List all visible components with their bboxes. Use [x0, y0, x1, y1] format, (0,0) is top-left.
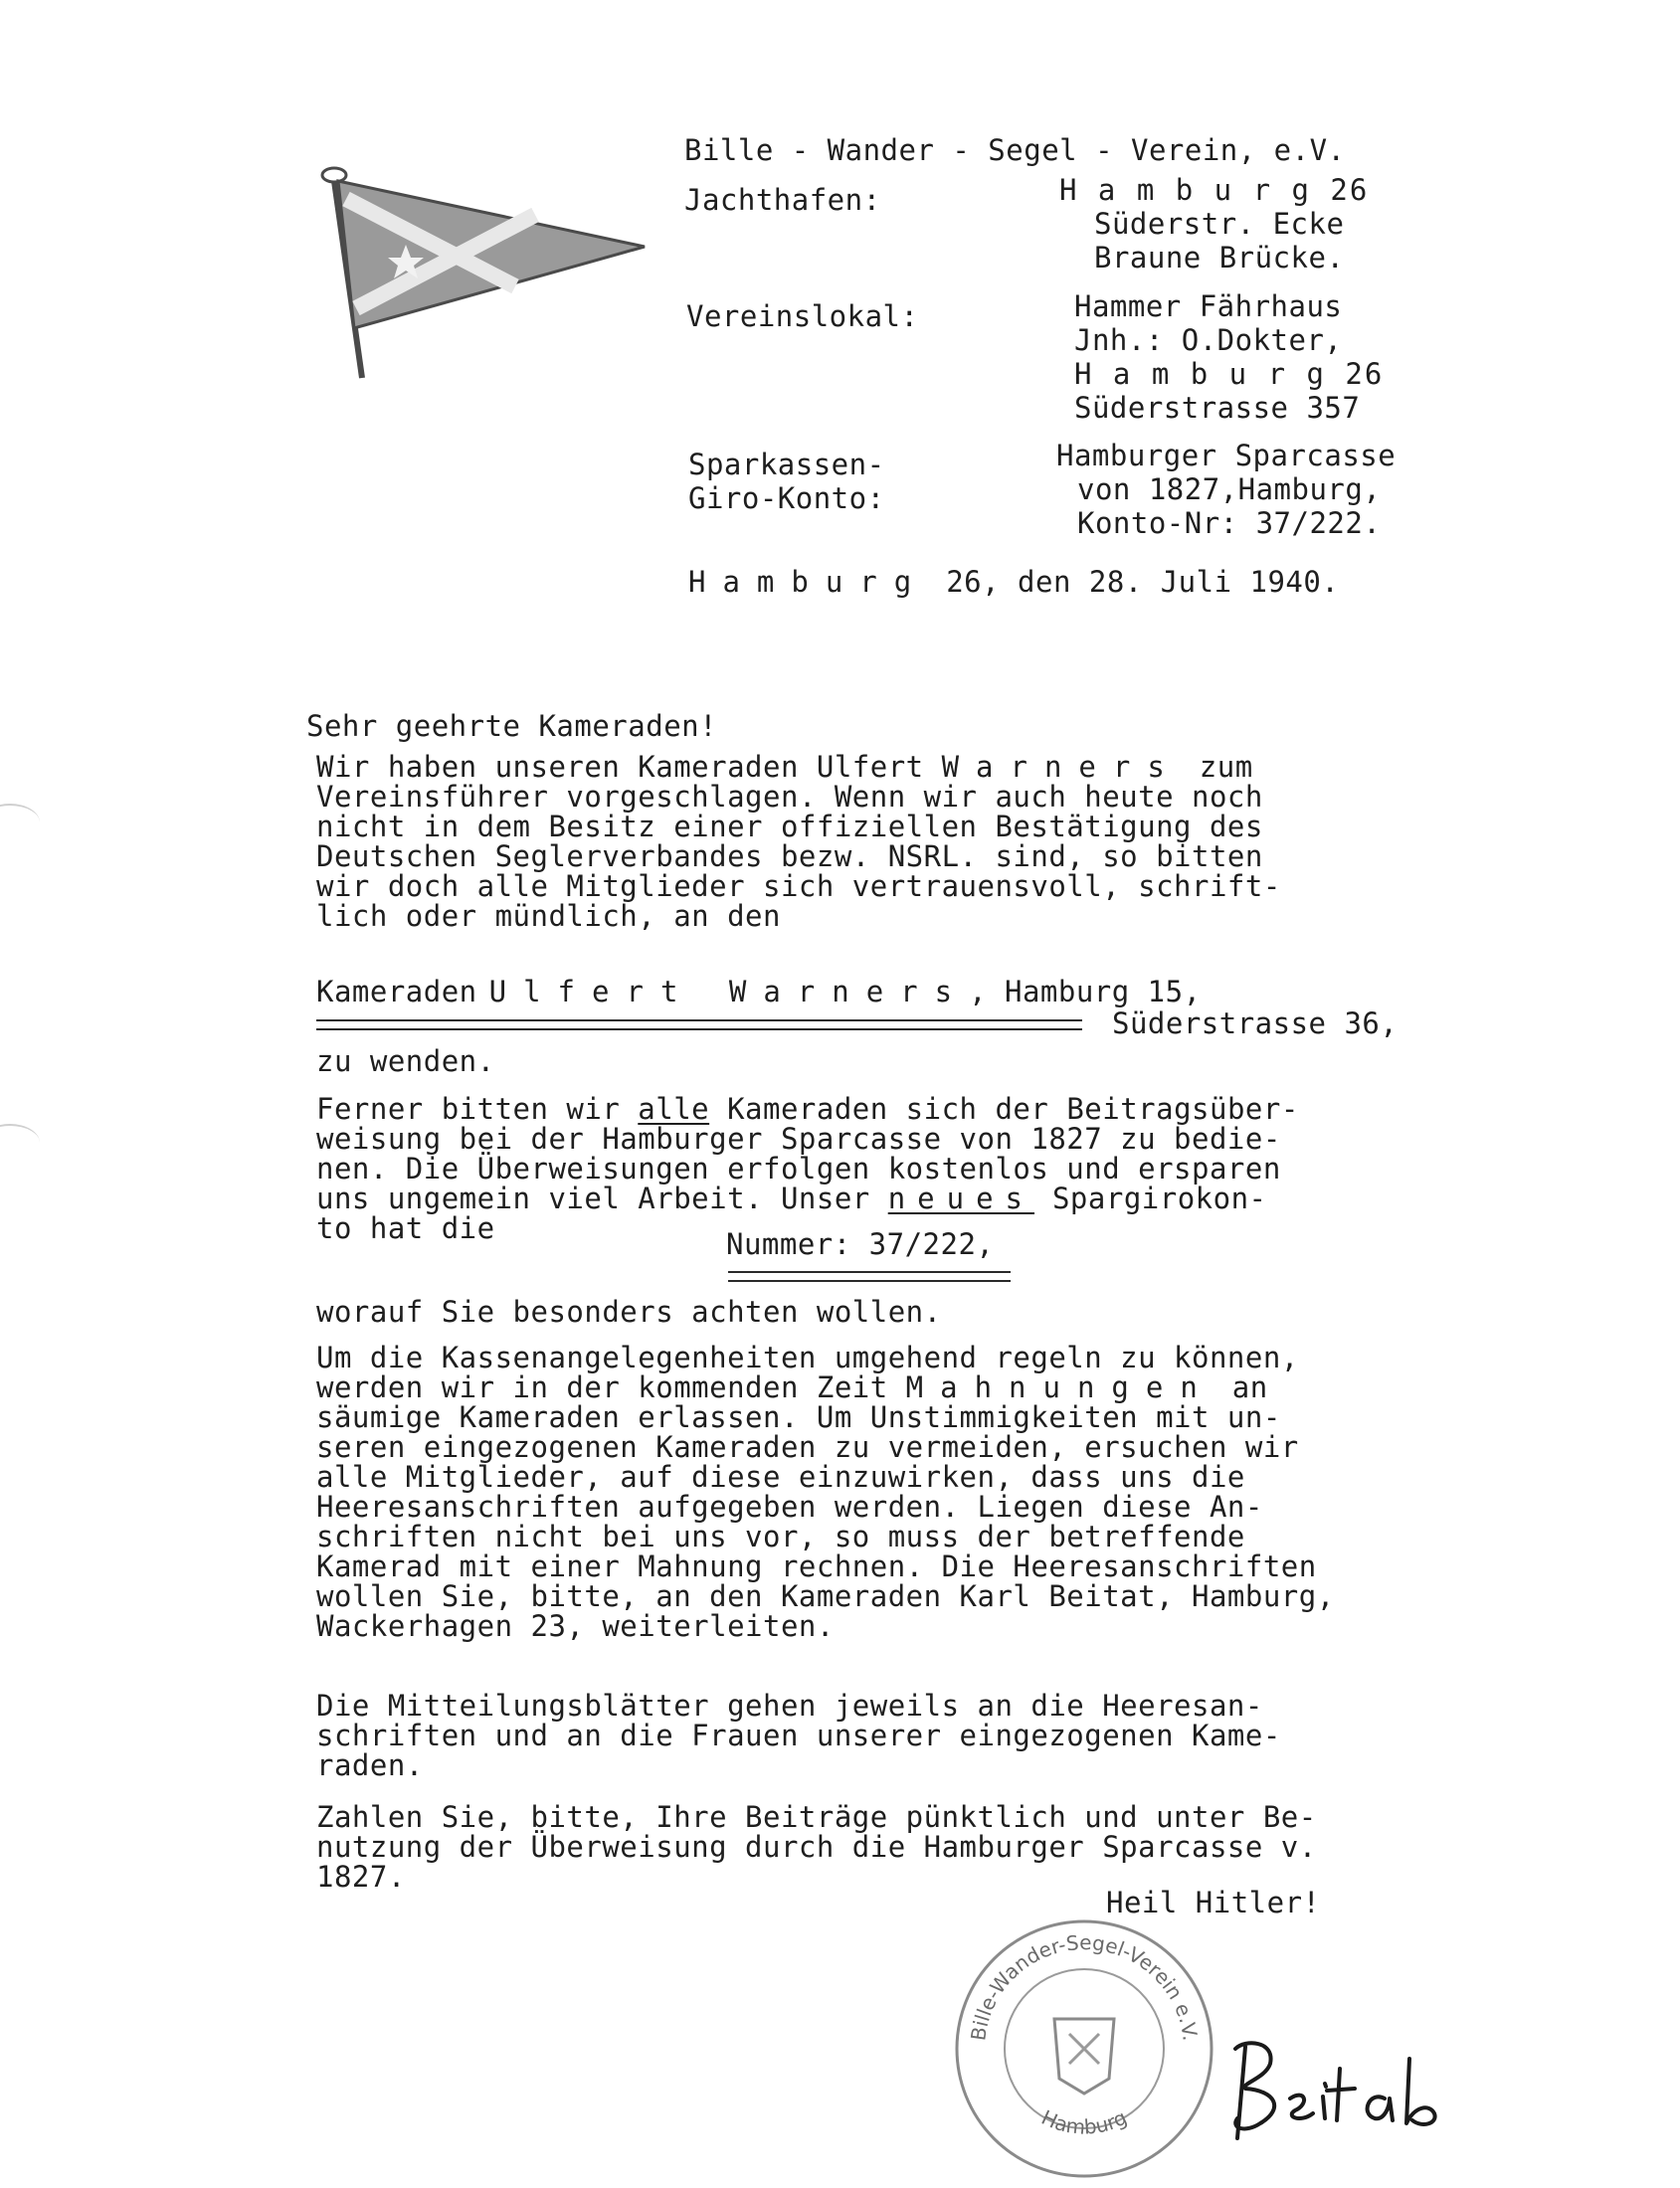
paragraph-line [316, 1184, 1490, 1213]
account-number: Konto-Nr: 37/222. [1077, 506, 1382, 540]
punch-hole-mark [0, 1124, 40, 1162]
address-prefix: Kameraden [316, 975, 477, 1008]
paragraph-newsletters [316, 1691, 1490, 1780]
paragraph-line [316, 1372, 1490, 1402]
paragraph-line: säumige Kameraden erlassen. Um Unstimmigkeiten mit un- [316, 1400, 1281, 1434]
paragraph-line: nicht in dem Besitz einer offiziellen Bestätigung des [316, 810, 1263, 843]
stamp-text-top: Bille-Wander-Segel-Verein e.V. [966, 1929, 1203, 2043]
date-text: 26, den 28. Juli 1940. [946, 565, 1340, 599]
paragraph-line: seren eingezogenen Kameraden zu vermeiden, ersuchen wir [316, 1430, 1299, 1464]
salutation: Sehr geehrte Kameraden! [306, 709, 718, 743]
closing-greeting: Heil Hitler! [1106, 1886, 1321, 1919]
paragraph-line: Deutschen Seglerverbandes bezw. NSRL. sind, so bitten [316, 839, 1263, 873]
text-run: werden wir in der kommenden Zeit [316, 1370, 906, 1404]
paragraph-line: 1827. [316, 1860, 406, 1894]
paragraph-line [316, 752, 1490, 782]
harbor-city: H a m b u r g 26 [1059, 173, 1370, 207]
club-name: Bille - Wander - Segel - Verein, e.V. [684, 133, 1346, 167]
paragraph-payment [316, 1802, 1490, 1892]
paragraph-line: to hat die [316, 1211, 495, 1245]
clubhouse-name: Hammer Fährhaus [1074, 289, 1343, 323]
candidate-surname: Warners [941, 750, 1182, 784]
bank-location: von 1827,Hamburg, [1077, 472, 1382, 506]
paragraph-line: nen. Die Überweisungen erfolgen kostenlos und ersparen [316, 1152, 1281, 1185]
clubhouse-city: H a m b u r g 26 [1074, 357, 1385, 391]
paragraph-line: Zahlen Sie, bitte, Ihre Beiträge pünktlich und unter Be- [316, 1800, 1317, 1834]
clubhouse-street: Süderstrasse 357 [1074, 391, 1361, 425]
double-underline [316, 1019, 1082, 1030]
paragraph-nomination [316, 752, 1490, 931]
punch-hole-mark [0, 804, 40, 841]
text-run: Kameraden sich der Beitragsüber- [709, 1092, 1299, 1126]
emphasis-all: alle [638, 1092, 710, 1126]
harbor-street: Süderstr. Ecke [1094, 207, 1345, 241]
text-run: zum [1181, 750, 1253, 784]
address-closing: zu wenden. [316, 1044, 495, 1078]
paragraph-line: lich oder mündlich, an den [316, 899, 781, 933]
address-line [316, 977, 1202, 1006]
paragraph-reminders [316, 1343, 1490, 1641]
paragraph-line: alle Mitglieder, auf diese einzuwirken, dass uns die [316, 1460, 1245, 1494]
paragraph-line: Die Mitteilungsblätter gehen jeweils an die Heeresan- [316, 1689, 1263, 1723]
harbor-place: Braune Brücke. [1094, 241, 1345, 274]
clubhouse-owner: Jnh.: O.Dokter, [1074, 323, 1343, 357]
address-name: Ulfert Warners [488, 975, 970, 1008]
paragraph-line: worauf Sie besonders achten wollen. [316, 1295, 942, 1329]
paragraph-line: wir doch alle Mitglieder sich vertrauensvoll, schrift- [316, 869, 1281, 903]
paragraph-line: schriften nicht bei uns vor, so muss der betreffende [316, 1520, 1245, 1553]
bank-name: Hamburger Sparcasse [1056, 439, 1397, 472]
text-run: Wir haben unseren Kameraden Ulfert [316, 750, 942, 784]
date-city: Hamburg [688, 565, 929, 599]
paragraph-transfer [316, 1094, 1490, 1243]
paragraph-line: nutzung der Überweisung durch die Hamburger Sparcasse v. [316, 1830, 1317, 1864]
club-stamp [945, 1910, 1223, 2188]
stamp-text-bottom: Hamburg [1037, 2104, 1131, 2139]
handwritten-signature [1215, 2029, 1464, 2148]
paragraph-line: Wackerhagen 23, weiterleiten. [316, 1609, 835, 1643]
paragraph-line: Um die Kassenangelegenheiten umgehend regeln zu können, [316, 1341, 1299, 1374]
text-run: Ferner bitten wir [316, 1092, 639, 1126]
paragraph-line: weisung bei der Hamburger Sparcasse von 1827 zu bedie- [316, 1122, 1281, 1156]
paragraph-line [316, 1094, 1490, 1124]
address-city: , Hamburg 15, [969, 975, 1202, 1008]
emphasis-new: neues [887, 1182, 1035, 1215]
emphasis-reminders: Mahnungen [905, 1370, 1214, 1404]
paragraph-line: raden. [316, 1748, 424, 1782]
club-pennant-logo [306, 159, 654, 398]
paragraph-line: Vereinsführer vorgeschlagen. Wenn wir auch heute noch [316, 780, 1263, 814]
paragraph-line: Heeresanschriften aufgegeben werden. Liegen diese An- [316, 1490, 1263, 1524]
paragraph-line: wollen Sie, bitte, an den Kameraden Karl Beitat, Hamburg, [316, 1579, 1335, 1613]
clubhouse-label: Vereinslokal: [686, 299, 919, 333]
harbor-label: Jachthafen: [684, 183, 881, 217]
giro-label-1: Sparkassen- [688, 448, 885, 481]
text-run: an [1213, 1370, 1268, 1404]
letter-date [688, 567, 1339, 597]
text-run: Spargirokon- [1034, 1182, 1267, 1215]
giro-label-2: Giro-Konto: [688, 481, 885, 515]
paragraph-line: Kamerad mit einer Mahnung rechnen. Die Heeresanschriften [316, 1550, 1317, 1583]
address-street: Süderstrasse 36, [1112, 1006, 1399, 1040]
double-underline [728, 1271, 1011, 1282]
giro-number: Nummer: 37/222, [726, 1227, 995, 1261]
text-run: uns ungemein viel Arbeit. Unser [316, 1182, 888, 1215]
paragraph-line: schriften und an die Frauen unserer eingezogenen Kame- [316, 1719, 1281, 1752]
